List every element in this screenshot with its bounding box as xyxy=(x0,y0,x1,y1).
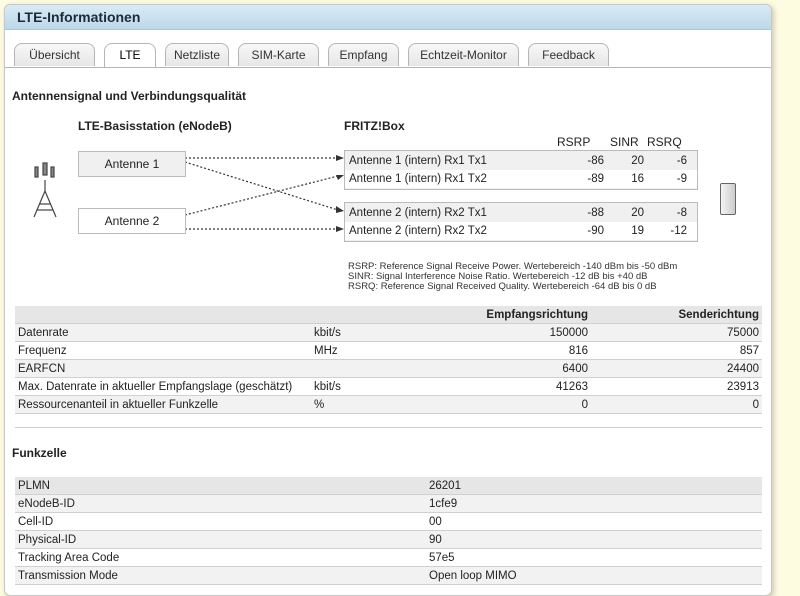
rsrq-note: RSRQ: Reference Signal Received Quality. Wertebereich -64 dB bis 0 dB xyxy=(348,281,657,292)
table-row xyxy=(15,549,762,567)
row-down: 0 xyxy=(432,396,591,414)
row-down: 150000 xyxy=(432,324,591,342)
row-label: Physical-ID xyxy=(15,531,426,549)
row-value: 57e5 xyxy=(426,549,762,567)
station-title: LTE-Basisstation (eNodeB) xyxy=(78,119,232,133)
row-unit: kbit/s xyxy=(311,324,432,342)
rx-row xyxy=(345,170,697,188)
rates-table xyxy=(15,306,762,414)
lte-info-panel xyxy=(4,4,772,596)
table-row xyxy=(15,495,762,513)
rsrp-note: RSRP: Reference Signal Receive Power. Wertebereich -140 dBm bis -50 dBm xyxy=(348,261,678,272)
rx-rsrq: -9 xyxy=(676,173,687,185)
col-empfangsrichtung: Empfangsrichtung xyxy=(432,306,591,324)
sinr-header: SINR xyxy=(610,135,639,149)
rx-group-2 xyxy=(344,202,698,242)
rx-name: Antenne 2 (intern) Rx2 Tx1 xyxy=(349,207,487,219)
row-value: 90 xyxy=(426,531,762,549)
rx-sinr: 19 xyxy=(631,225,644,237)
fritzbox-title: FRITZ!Box xyxy=(344,119,405,133)
table-row xyxy=(15,378,762,396)
row-label: Transmission Mode xyxy=(15,567,426,585)
rx-rsrq: -12 xyxy=(670,225,687,237)
section-divider xyxy=(15,427,762,428)
signal-heading: Antennensignal und Verbindungsqualität xyxy=(12,89,247,103)
rx-sinr: 20 xyxy=(631,155,644,167)
row-up: 0 xyxy=(591,396,762,414)
col-senderichtung: Senderichtung xyxy=(591,306,762,324)
row-unit: MHz xyxy=(311,342,432,360)
row-label: Ressourcenanteil in aktueller Funkzelle xyxy=(15,396,311,414)
row-label: Cell-ID xyxy=(15,513,426,531)
antenna-1-box: Antenne 1 xyxy=(78,151,186,177)
tab-uebersicht[interactable]: Übersicht xyxy=(14,43,95,66)
antenna-2-box: Antenne 2 xyxy=(78,208,186,234)
sinr-note: SINR: Signal Interference Noise Ratio. Wertebereich -12 dB bis +40 dB xyxy=(348,271,648,282)
rsrp-header: RSRP xyxy=(557,135,591,149)
rx-rsrp: -86 xyxy=(587,155,604,167)
rx-rsrp: -90 xyxy=(587,225,604,237)
tab-netzliste[interactable]: Netzliste xyxy=(165,43,229,66)
row-down: 41263 xyxy=(432,378,591,396)
rates-header-row xyxy=(15,306,762,324)
rx-sinr: 16 xyxy=(631,173,644,185)
row-label: Datenrate xyxy=(15,324,311,342)
rx-sinr: 20 xyxy=(631,207,644,219)
funkzelle-heading: Funkzelle xyxy=(12,446,67,460)
table-row xyxy=(15,396,762,414)
row-up: 857 xyxy=(591,342,762,360)
table-row xyxy=(15,324,762,342)
rx-rsrq: -8 xyxy=(676,207,687,219)
row-value: 00 xyxy=(426,513,762,531)
rsrq-header: RSRQ xyxy=(647,135,682,149)
tab-feedback[interactable]: Feedback xyxy=(528,43,609,66)
table-row xyxy=(15,513,762,531)
cell-table xyxy=(15,477,762,585)
row-up: 23913 xyxy=(591,378,762,396)
cell-tower-icon xyxy=(34,163,56,217)
table-row xyxy=(15,360,762,378)
row-label: Max. Datenrate in aktueller Empfangslage (geschätzt) xyxy=(15,378,311,396)
tab-empfang[interactable]: Empfang xyxy=(328,43,399,66)
rx-row xyxy=(345,222,697,240)
rx-name: Antenne 2 (intern) Rx2 Tx2 xyxy=(349,225,487,237)
tab-sim-karte[interactable]: SIM-Karte xyxy=(238,43,319,66)
row-unit: kbit/s xyxy=(311,378,432,396)
rx-rsrp: -88 xyxy=(587,207,604,219)
row-value: Open loop MIMO xyxy=(426,567,762,585)
table-row xyxy=(15,531,762,549)
rx-name: Antenne 1 (intern) Rx1 Tx1 xyxy=(349,155,487,167)
row-label: eNodeB-ID xyxy=(15,495,426,513)
signal-legend xyxy=(348,262,748,292)
table-row xyxy=(15,477,762,495)
row-unit xyxy=(311,360,432,378)
rx-group-1 xyxy=(344,150,698,190)
row-label: Frequenz xyxy=(15,342,311,360)
row-unit: % xyxy=(311,396,432,414)
rx-row xyxy=(345,152,697,170)
row-up: 75000 xyxy=(591,324,762,342)
panel-title: LTE-Informationen xyxy=(5,5,771,30)
tab-lte[interactable]: LTE xyxy=(104,43,156,68)
rx-name: Antenne 1 (intern) Rx1 Tx2 xyxy=(349,173,487,185)
rx-rsrp: -89 xyxy=(587,173,604,185)
tab-echtzeit-monitor[interactable]: Echtzeit-Monitor xyxy=(408,43,519,66)
rx-row xyxy=(345,204,697,222)
fritzbox-device-icon xyxy=(720,183,736,215)
row-label: PLMN xyxy=(15,477,426,495)
row-label: EARFCN xyxy=(15,360,311,378)
row-down: 6400 xyxy=(432,360,591,378)
row-down: 816 xyxy=(432,342,591,360)
row-value: 1cfe9 xyxy=(426,495,762,513)
table-row xyxy=(15,342,762,360)
row-label: Tracking Area Code xyxy=(15,549,426,567)
row-up: 24400 xyxy=(591,360,762,378)
row-value: 26201 xyxy=(426,477,762,495)
rx-rsrq: -6 xyxy=(676,155,687,167)
